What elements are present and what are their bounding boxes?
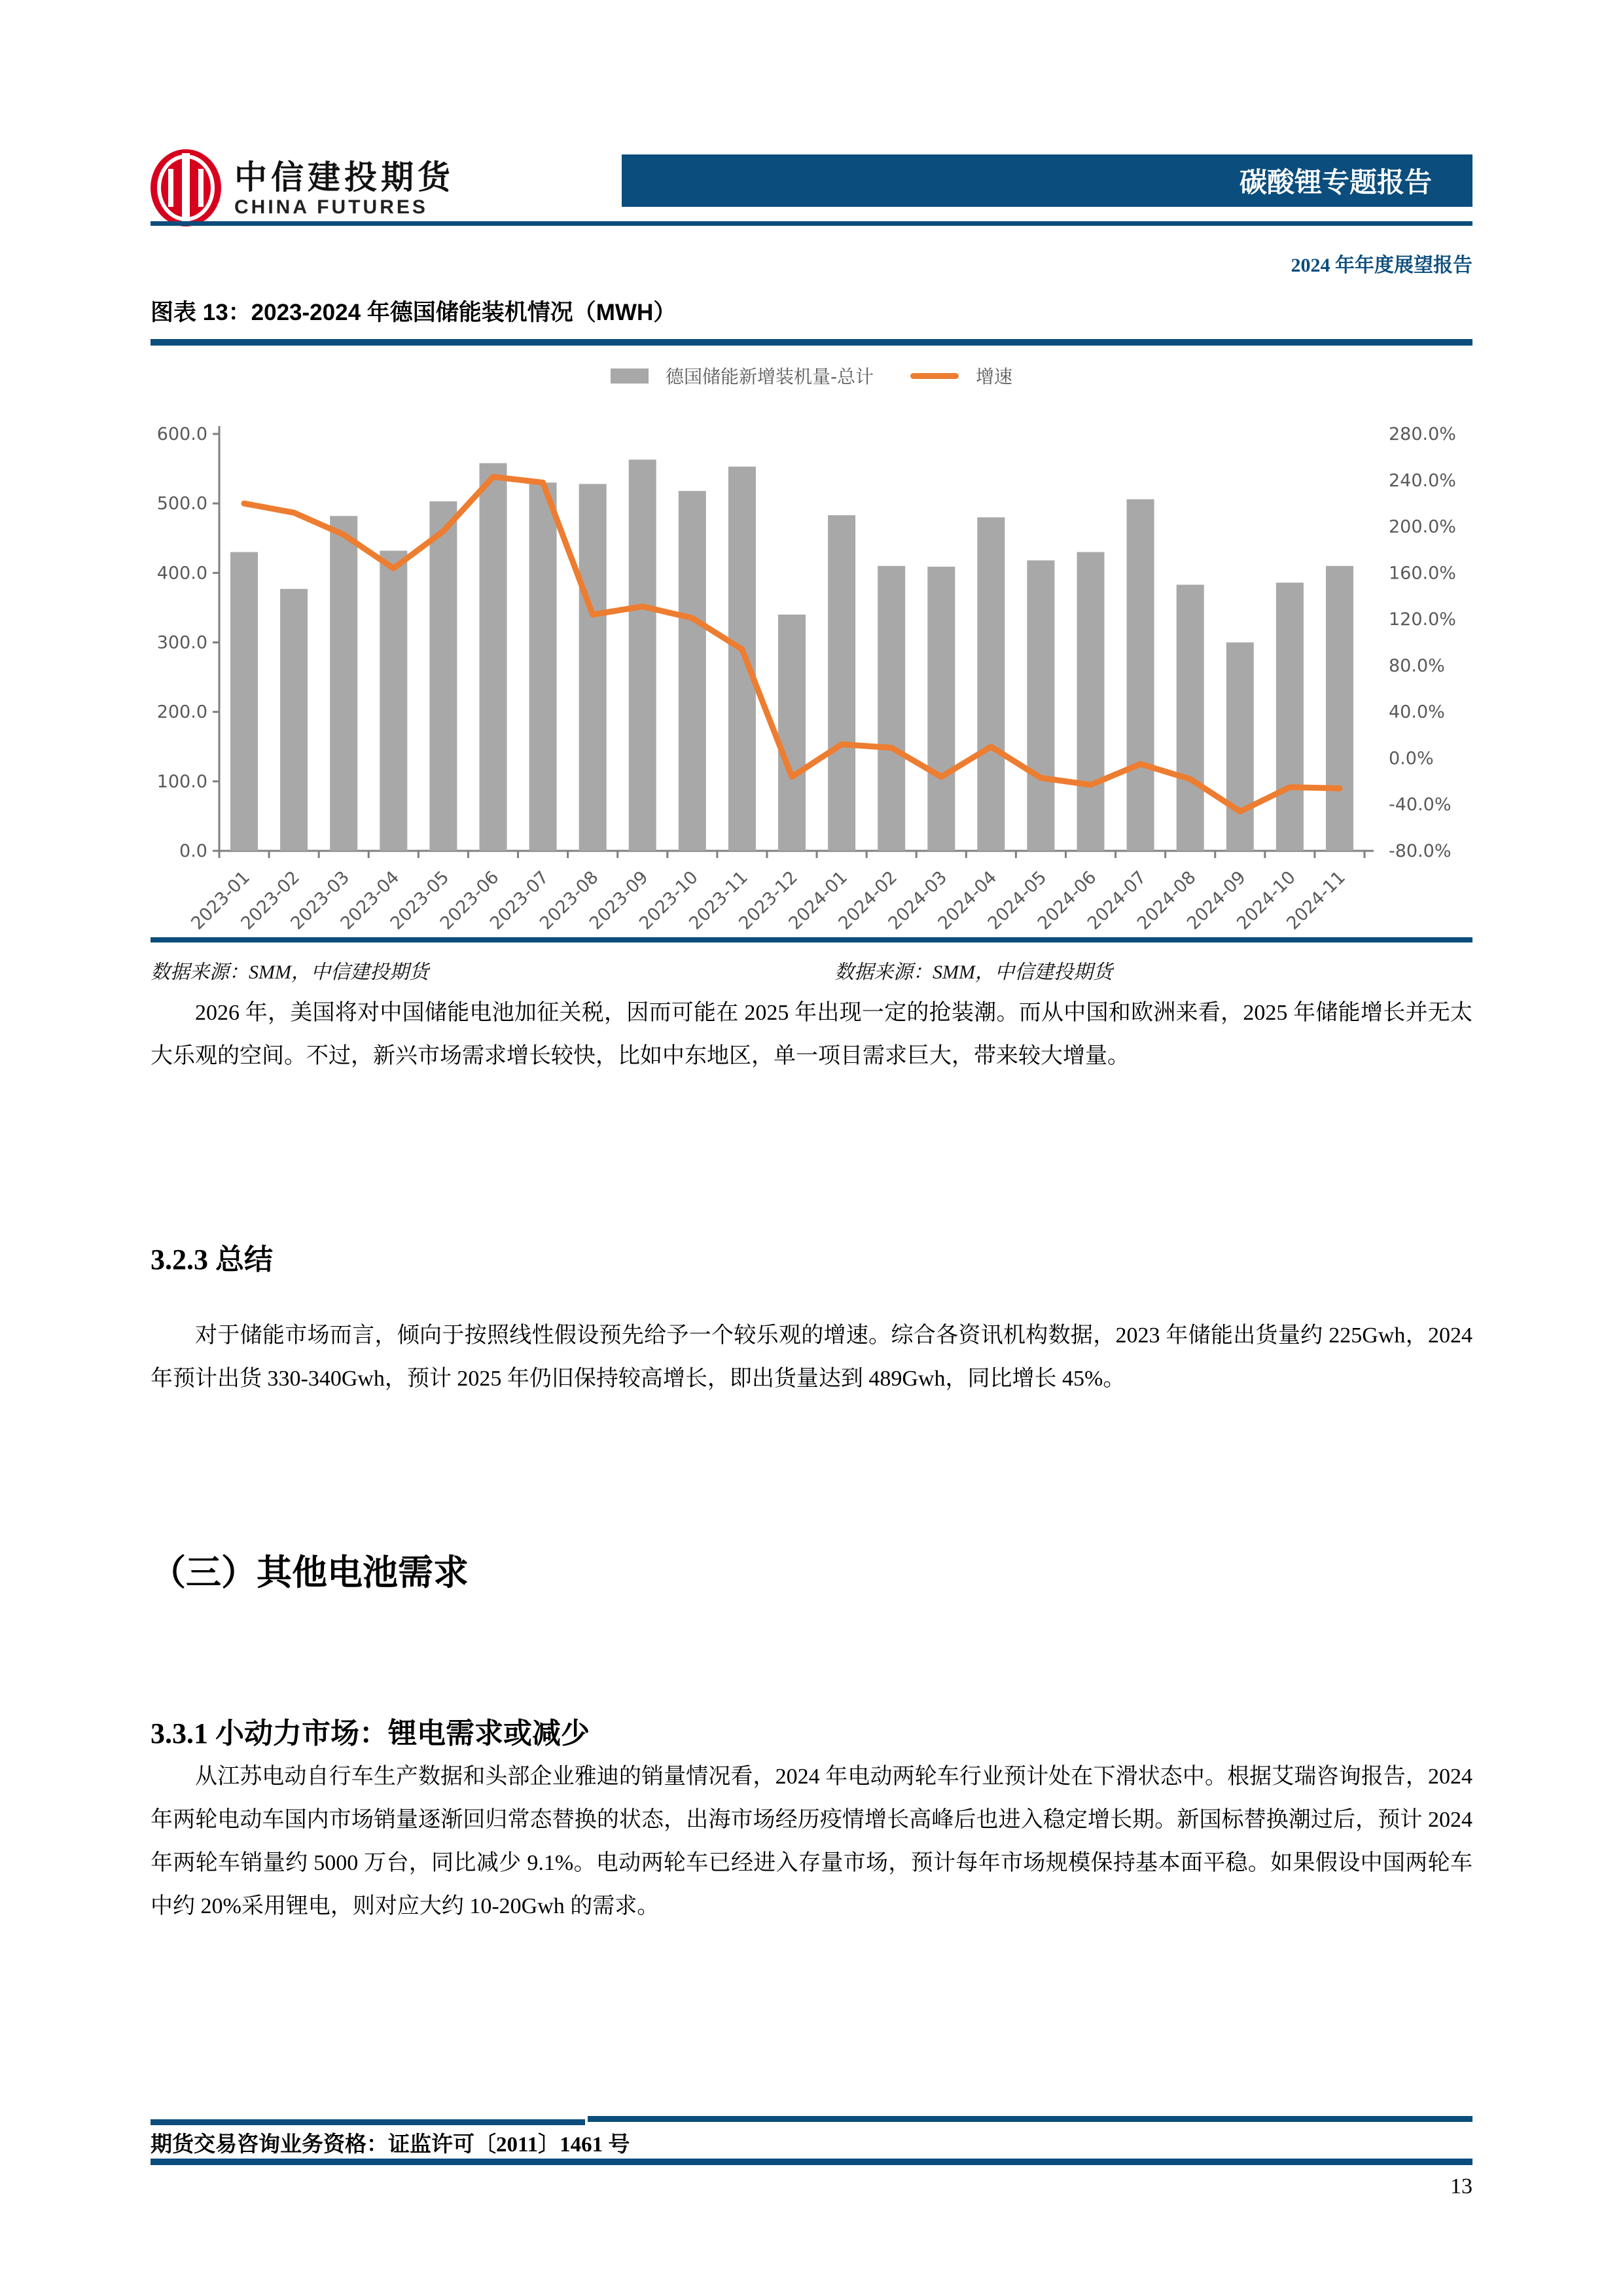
footer-divider-left — [151, 2119, 585, 2125]
bar — [380, 550, 407, 851]
bar — [1276, 583, 1304, 851]
svg-text:2024-10: 2024-10 — [1233, 867, 1300, 934]
footer-qualification: 期货交易咨询业务资格：证监许可〔2011〕1461 号 — [151, 2133, 630, 2157]
svg-text:2023-02: 2023-02 — [237, 867, 304, 934]
heading-3-3-1: 3.3.1 小动力市场：锂电需求或减少 — [151, 1717, 590, 1749]
bar — [977, 517, 1005, 851]
bar — [429, 501, 457, 851]
svg-text:2024-03: 2024-03 — [884, 867, 952, 934]
bar — [480, 463, 507, 851]
page-number: 13 — [1450, 2174, 1472, 2198]
heading-3-2-3: 3.2.3 总结 — [151, 1244, 273, 1276]
svg-text:2023-03: 2023-03 — [287, 867, 354, 934]
svg-text:240.0%: 240.0% — [1389, 470, 1456, 491]
svg-text:120.0%: 120.0% — [1389, 609, 1456, 630]
svg-text:2024-02: 2024-02 — [834, 867, 902, 934]
svg-text:280.0%: 280.0% — [1389, 424, 1456, 444]
paragraph-summary: 对于储能市场而言，倾向于按照线性假设预先给予一个较乐观的增速。综合各资讯机构数据，2023 年储能出货量约 225Gwh，2024 年预计出货 330-340Gwh，预计 2025 年仍旧保持较高增长，即出货量达到 489Gwh，同比增长 45%。 — [151, 1323, 1472, 1391]
storage-installation-chart — [151, 347, 1472, 936]
svg-text:2023-05: 2023-05 — [386, 867, 454, 934]
bar — [878, 566, 905, 851]
bar — [280, 589, 308, 851]
citic-logo-icon — [149, 148, 223, 231]
bar — [778, 615, 806, 851]
bar — [1326, 566, 1353, 851]
svg-text:600.0: 600.0 — [156, 424, 207, 444]
banner-title: 碳酸锂专题报告 — [1239, 167, 1432, 198]
company-logo — [149, 148, 454, 231]
svg-text:2023-01: 2023-01 — [187, 867, 254, 934]
figure-sources — [151, 956, 1472, 984]
bar — [828, 515, 855, 851]
svg-text:200.0: 200.0 — [156, 702, 207, 723]
svg-text:2024-01: 2024-01 — [785, 867, 852, 934]
svg-text:2023-10: 2023-10 — [635, 867, 702, 934]
svg-text:-80.0%: -80.0% — [1389, 841, 1452, 861]
svg-text:80.0%: 80.0% — [1389, 655, 1445, 676]
paragraph-two-wheeler: 从江苏电动自行车生产数据和头部企业雅迪的销量情况看，2024 年电动两轮车行业预计处在下滑状态中。根据艾瑞咨询报告，2024 年两轮电动车国内市场销量逐渐回归常态替换的状态，出海市场经历疫情增长高峰后也进入稳定增长期。新国标替换潮过后，预计 2024 年两轮车销量约 5000 万台，同比减少 9.1%。电动两轮车已经进入存量市场，预计每年市场规模保持基本面平稳。如果假设中国两轮车中约 20%采用锂电，则对应大约 10-20Gwh 的需求。 — [151, 1765, 1472, 1918]
bar — [728, 467, 756, 851]
bar — [629, 459, 656, 851]
svg-text:500.0: 500.0 — [156, 493, 207, 514]
svg-text:2023-12: 2023-12 — [735, 867, 802, 934]
svg-text:2024-08: 2024-08 — [1133, 867, 1200, 934]
report-subtitle: 2024 年年度展望报告 — [1291, 255, 1472, 276]
heading-section-3: （三）其他电池需求 — [151, 1553, 469, 1592]
svg-text:2024-06: 2024-06 — [1033, 867, 1101, 934]
header-divider — [151, 221, 1472, 226]
paragraph-storage-outlook: 2026 年，美国将对中国储能电池加征关税，因而可能在 2025 年出现一定的抢装潮。而从中国和欧洲来看，2025 年储能增长并无太大乐观的空间。不过，新兴市场需求增长较快，比如中东地区，单一项目需求巨大，带来较大增量。 — [151, 1001, 1472, 1068]
bar — [330, 516, 357, 851]
bar — [1127, 499, 1154, 851]
bar — [1226, 643, 1254, 852]
svg-text:2023-11: 2023-11 — [685, 867, 752, 934]
bar — [1177, 584, 1204, 851]
svg-text:2023-07: 2023-07 — [486, 867, 553, 934]
figure-bottom-divider — [151, 937, 1472, 942]
svg-text:2024-11: 2024-11 — [1283, 867, 1349, 934]
footer-divider-right — [588, 2116, 1472, 2122]
bar — [927, 567, 955, 851]
bar — [529, 482, 557, 851]
svg-text:2024-07: 2024-07 — [1083, 867, 1150, 934]
source-note-left: 数据来源：SMM，中信建投期货 — [151, 961, 429, 983]
source-note-right: 数据来源：SMM，中信建投期货 — [834, 961, 1113, 983]
report-banner — [622, 154, 1472, 207]
svg-text:0.0: 0.0 — [179, 841, 207, 861]
svg-text:2024-05: 2024-05 — [984, 867, 1051, 934]
figure-title: 图表 13：2023-2024 年德国储能装机情况（MWH） — [151, 300, 677, 325]
bar — [1027, 560, 1054, 851]
svg-text:40.0%: 40.0% — [1389, 702, 1445, 723]
svg-text:400.0: 400.0 — [156, 563, 207, 584]
svg-text:0.0%: 0.0% — [1389, 748, 1434, 769]
svg-text:160.0%: 160.0% — [1389, 563, 1456, 584]
logo-name-en: CHINA FUTURES — [234, 196, 428, 218]
svg-text:2023-09: 2023-09 — [585, 867, 652, 934]
svg-text:100.0: 100.0 — [156, 771, 207, 792]
bar — [1077, 552, 1105, 852]
bar — [579, 484, 607, 851]
bar — [230, 552, 258, 852]
svg-text:-40.0%: -40.0% — [1389, 795, 1452, 816]
legend-line-label: 增速 — [976, 366, 1013, 387]
svg-text:200.0%: 200.0% — [1389, 516, 1456, 537]
svg-text:2023-04: 2023-04 — [336, 867, 404, 934]
svg-text:2023-08: 2023-08 — [535, 867, 603, 934]
svg-text:2024-04: 2024-04 — [934, 867, 1001, 934]
legend-bar-label: 德国储能新增装机量-总计 — [665, 366, 874, 387]
figure-top-divider — [151, 339, 1472, 346]
svg-text:2023-06: 2023-06 — [436, 867, 503, 934]
footer-bottom-divider — [151, 2159, 1472, 2165]
bar — [679, 491, 706, 851]
svg-text:2024-09: 2024-09 — [1183, 867, 1250, 934]
svg-text:300.0: 300.0 — [156, 632, 207, 653]
logo-name-cn: 中信建投期货 — [234, 159, 454, 196]
